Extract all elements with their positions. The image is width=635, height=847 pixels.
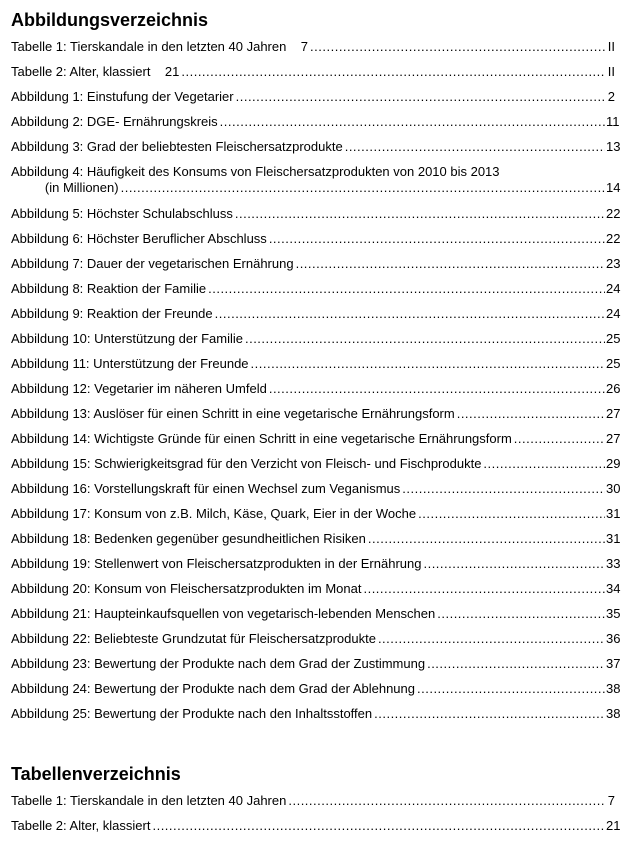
toc-entry-page: 30 (606, 481, 621, 496)
toc-entry[interactable] (11, 406, 621, 422)
leader-dots (483, 456, 605, 472)
leader-dots (181, 64, 605, 80)
toc-entry[interactable] (11, 581, 621, 597)
toc-entry[interactable] (11, 381, 621, 397)
toc-entry-page: 25 (606, 331, 621, 346)
figures-heading: Abbildungsverzeichnis (11, 10, 209, 30)
toc-entry-page: 31 (606, 506, 621, 521)
toc-entry-page: 13 (606, 139, 621, 154)
toc-entry-title-cont: (in Millionen) (44, 180, 119, 195)
toc-entry-title: Abbildung 19: Stellenwert von Fleischersatzprodukten in der Ernährung (11, 556, 422, 571)
toc-entry-page: 22 (606, 231, 621, 246)
toc-entry-title: Abbildung 4: Häufigkeit des Konsums von Fleischersatzprodukten von 2010 bis 2013 (11, 164, 500, 179)
toc-entry-title: Abbildung 2: DGE- Ernährungskreis (11, 114, 218, 129)
toc-entry[interactable] (11, 306, 621, 322)
toc-entry-title: Abbildung 14: Wichtigste Gründe für einen Schritt in eine vegetarische Ernährungsform (11, 431, 512, 446)
toc-entry-page: 38 (606, 681, 621, 696)
toc-entry-page: 25 (606, 356, 621, 371)
toc-entry-page: 22 (606, 206, 621, 221)
toc-entry[interactable] (11, 331, 621, 347)
toc-entry[interactable] (11, 231, 621, 247)
leader-dots (288, 793, 605, 809)
leader-dots (427, 656, 605, 672)
leader-dots (457, 406, 605, 422)
toc-entry[interactable] (11, 681, 621, 697)
leader-dots (251, 356, 605, 372)
toc-entry-page: 21 (606, 818, 621, 833)
leader-dots (310, 39, 605, 55)
toc-entry-page: 23 (606, 256, 621, 271)
toc-entry[interactable] (11, 631, 621, 647)
toc-entry-title: Abbildung 22: Beliebteste Grundzutat für Fleischersatzprodukte (11, 631, 376, 646)
toc-entry-title: Abbildung 21: Haupteinkaufsquellen von vegetarisch-lebenden Menschen (11, 606, 436, 621)
toc-entry-page: 24 (606, 306, 621, 321)
toc-entry-title: Tabelle 1: Tierskandale in den letzten 40 Jahren (11, 793, 287, 808)
toc-entry[interactable] (11, 256, 621, 272)
toc-entry-title: Abbildung 20: Konsum von Fleischersatzprodukten im Monat (11, 581, 362, 596)
toc-entry-title: Abbildung 17: Konsum von z.B. Milch, Käse, Quark, Eier in der Woche (11, 506, 417, 521)
toc-entry-page: 14 (606, 180, 621, 195)
leader-dots (269, 231, 605, 247)
toc-entry-title: Abbildung 7: Dauer der vegetarischen Ernährung (11, 256, 294, 271)
leader-dots (363, 581, 605, 597)
leader-dots (514, 431, 605, 447)
leader-dots (417, 681, 605, 697)
toc-entry-page: 38 (606, 706, 621, 721)
toc-entry-page: 27 (606, 406, 621, 421)
toc-entry-title: Abbildung 24: Bewertung der Produkte nach dem Grad der Ablehnung (11, 681, 415, 696)
toc-entry-title: Abbildung 12: Vegetarier im näheren Umfeld (11, 381, 267, 396)
leader-dots (152, 818, 605, 834)
toc-entry[interactable] (11, 531, 621, 547)
toc-entry[interactable] (11, 556, 621, 572)
leader-dots (345, 139, 605, 155)
toc-entry-title: Abbildung 25: Bewertung der Produkte nach den Inhaltsstoffen (11, 706, 373, 721)
toc-entry-page: II (607, 39, 615, 54)
toc-entry-title: Tabelle 1: Tierskandale in den letzten 40 Jahren 7 (11, 39, 309, 54)
leader-dots (374, 706, 605, 722)
toc-entry-page: 37 (606, 656, 621, 671)
toc-entry-page: 7 (607, 793, 615, 808)
toc-entry[interactable] (11, 206, 621, 222)
leader-dots (269, 381, 605, 397)
toc-entry[interactable] (11, 818, 621, 834)
toc-entry-title: Abbildung 9: Reaktion der Freunde (11, 306, 213, 321)
toc-entry-page: 29 (606, 456, 621, 471)
toc-entry-title: Abbildung 13: Auslöser für einen Schritt in eine vegetarische Ernährungsform (11, 406, 455, 421)
toc-entry-page: 34 (606, 581, 621, 596)
tables-heading: Tabellenverzeichnis (11, 764, 181, 784)
toc-entry-title: Abbildung 8: Reaktion der Familie (11, 281, 207, 296)
toc-entry[interactable] (11, 39, 615, 55)
toc-entry-title: Abbildung 11: Unterstützung der Freunde (11, 356, 249, 371)
toc-entry[interactable] (11, 64, 615, 80)
toc-entry-page: 33 (606, 556, 621, 571)
leader-dots (235, 206, 605, 222)
toc-entry[interactable] (11, 356, 621, 372)
toc-entry[interactable] (11, 706, 621, 722)
toc-entry-title: Abbildung 16: Vorstellungskraft für einen Wechsel zum Veganismus (11, 481, 401, 496)
toc-entry-title: Abbildung 10: Unterstützung der Familie (11, 331, 243, 346)
toc-entry-page: 26 (606, 381, 621, 396)
toc-entry-page: 31 (606, 531, 621, 546)
toc-entry[interactable] (11, 456, 621, 472)
toc-entry-title: Abbildung 18: Bedenken gegenüber gesundheitlichen Risiken (11, 531, 366, 546)
leader-dots (437, 606, 605, 622)
leader-dots (378, 631, 605, 647)
toc-entry[interactable] (11, 431, 621, 447)
toc-entry[interactable] (11, 139, 621, 155)
leader-dots (402, 481, 605, 497)
leader-dots (121, 180, 605, 196)
toc-entry-title: Abbildung 5: Höchster Schulabschluss (11, 206, 233, 221)
toc-entry[interactable] (11, 164, 621, 196)
leader-dots (418, 506, 605, 522)
toc-entry[interactable] (11, 506, 621, 522)
toc-entry[interactable] (11, 606, 621, 622)
toc-entry-title: Tabelle 2: Alter, klassiert (11, 818, 151, 833)
toc-entry-title: Abbildung 23: Bewertung der Produkte nach dem Grad der Zustimmung (11, 656, 426, 671)
toc-entry-page: 36 (606, 631, 621, 646)
leader-dots (236, 89, 605, 105)
leader-dots (423, 556, 605, 572)
toc-entry-title: Abbildung 15: Schwierigkeitsgrad für den Verzicht von Fleisch- und Fischprodukte (11, 456, 482, 471)
toc-entry[interactable] (11, 89, 615, 105)
leader-dots (208, 281, 605, 297)
leader-dots (220, 114, 605, 130)
toc-entry[interactable] (11, 114, 620, 130)
toc-entry-title: Tabelle 2: Alter, klassiert 21 (11, 64, 180, 79)
toc-entry[interactable] (11, 481, 621, 497)
toc-entry-page: 27 (606, 431, 621, 446)
toc-entry-page: 2 (607, 89, 615, 104)
toc-entry-page: 11 (606, 114, 620, 129)
toc-entry-page: 35 (606, 606, 621, 621)
toc-entry[interactable] (11, 793, 615, 809)
toc-entry-title: Abbildung 3: Grad der beliebtesten Fleischersatzprodukte (11, 139, 343, 154)
toc-entry-title: Abbildung 1: Einstufung der Vegetarier (11, 89, 234, 104)
toc-entry[interactable] (11, 281, 621, 297)
leader-dots (245, 331, 605, 347)
toc-entry-title: Abbildung 6: Höchster Beruflicher Abschluss (11, 231, 267, 246)
toc-entry[interactable] (11, 656, 621, 672)
leader-dots (215, 306, 605, 322)
leader-dots (296, 256, 605, 272)
toc-entry-page: 24 (606, 281, 621, 296)
toc-entry-page: II (607, 64, 615, 79)
leader-dots (368, 531, 605, 547)
